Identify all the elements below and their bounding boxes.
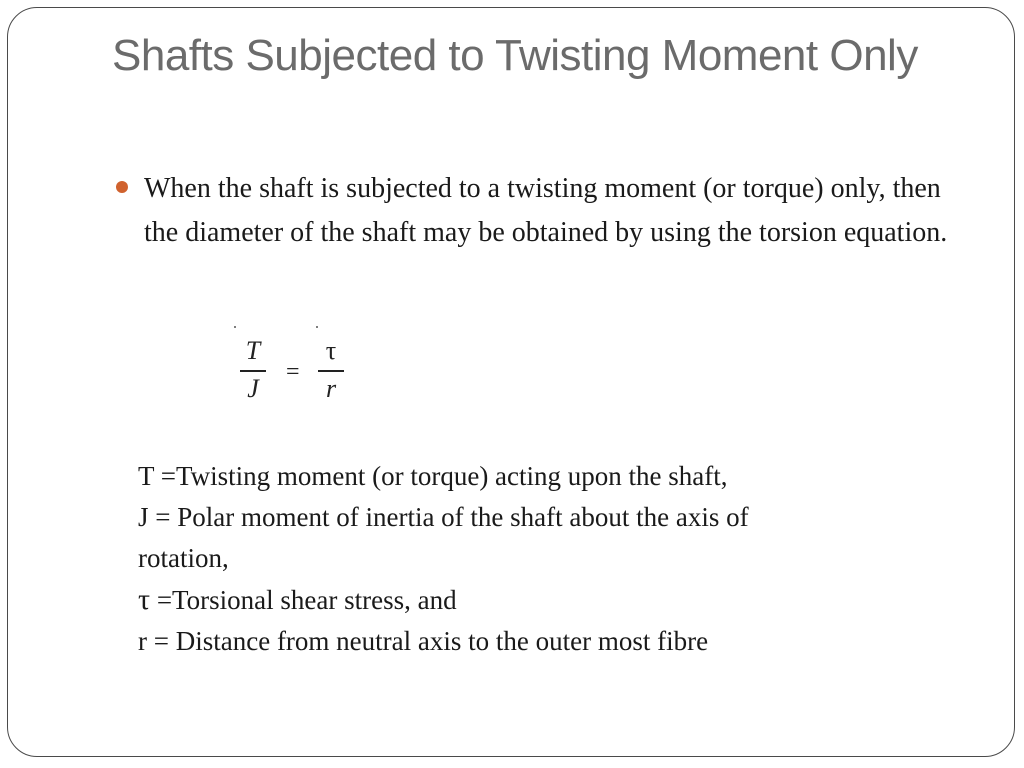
definitions-list	[138, 456, 898, 662]
bullet-text: When the shaft is subjected to a twisting moment (or torque) only, then the diameter of the shaft may be obtained by using the torsion equation.	[144, 173, 948, 248]
definition-line	[138, 538, 898, 579]
definition-line	[138, 579, 898, 621]
definition-line	[138, 456, 898, 497]
equation-left-fraction	[240, 338, 266, 406]
definition-text: Torsional shear stress, and	[172, 585, 457, 615]
definition-separator: =	[147, 626, 176, 656]
fraction-bar	[318, 370, 344, 372]
definition-separator: =	[154, 461, 176, 491]
equation-left-denominator: J	[247, 374, 259, 403]
definition-text: Distance from neutral axis to the outer most fibre	[175, 626, 709, 656]
equation-right-denominator: r	[325, 374, 337, 403]
fraction-bar	[240, 370, 266, 372]
definition-text: Polar moment of inertia of the shaft about the axis of	[177, 502, 749, 532]
equation-speck	[234, 326, 236, 328]
equation-right-fraction	[318, 338, 344, 406]
definition-text: Twisting moment (or torque) acting upon the shaft,	[176, 461, 728, 491]
definition-text: rotation,	[138, 543, 229, 573]
definition-line	[138, 497, 898, 538]
bullet-marker	[116, 181, 128, 193]
definition-separator: =	[150, 585, 173, 615]
definition-symbol: J	[138, 502, 149, 532]
torsion-equation	[232, 320, 362, 410]
definition-symbol: T	[138, 461, 155, 491]
equation-left-numerator: T	[245, 336, 261, 365]
equation-right-numerator: τ	[325, 336, 337, 365]
definition-line	[138, 621, 898, 662]
equation-equals: =	[286, 359, 300, 385]
slide-title: Shafts Subjected to Twisting Moment Only	[112, 31, 918, 80]
definition-symbol: τ	[138, 583, 151, 616]
definition-symbol: r	[138, 626, 147, 656]
equation-speck	[316, 326, 318, 328]
definition-separator: =	[148, 502, 178, 532]
